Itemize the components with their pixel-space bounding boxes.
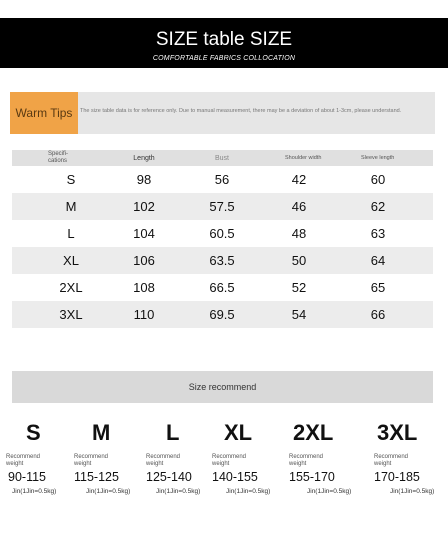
table-cell: 52 [291,280,307,295]
table-cell: 54 [291,307,307,322]
header-bust: Bust [214,154,229,162]
recommend-size: 2XL [293,420,334,445]
table-cell: S [66,172,76,187]
table-cell: 2XL [59,280,83,295]
table-cell: 56 [214,172,230,187]
recommend-label: Recommend weight [289,454,324,467]
table-row [12,166,433,193]
recommend-label: Recommend weight [146,454,181,467]
table-cell: 64 [370,253,386,268]
table-row [12,274,433,301]
table-cell: 42 [291,172,307,187]
table-cell: 110 [133,307,155,322]
table-cell: 62 [370,199,386,214]
recommend-range: 115-125 [74,470,119,484]
recommend-range: 125-140 [146,470,192,484]
recommend-size: XL [224,420,253,445]
warm-tips-row [10,92,435,134]
recommend-label: Recommend weight [74,454,109,467]
table-cell: 98 [136,172,152,187]
table-header-row [12,150,433,166]
header-length: Length [133,154,155,162]
recommend-label: Recommend weight [374,454,409,467]
warm-tips-badge: Warm Tips [10,92,78,134]
recommend-item-l [146,420,221,496]
header-sleeve-length: Sleeve length [361,155,395,161]
recommend-size: L [166,420,180,445]
recommend-range: 90-115 [8,470,46,484]
table-row [12,193,433,220]
page-subtitle: COMFORTABLE FABRICS COLLOCATION [152,55,296,62]
recommend-label: Recommend weight [6,454,41,467]
table-cell: 50 [291,253,307,268]
recommend-item-xl [212,420,287,496]
table-cell: 102 [133,199,155,214]
table-cell: L [67,226,75,241]
table-cell: 48 [291,226,307,241]
table-cell: 108 [133,280,155,295]
table-row [12,220,433,247]
recommend-unit: Jin(1Jin=0.5kg) [390,488,435,495]
recommend-label: Recommend weight [212,454,247,467]
table-cell: 63 [370,226,386,241]
recommend-unit: Jin(1Jin=0.5kg) [156,488,201,495]
recommend-unit: Jin(1Jin=0.5kg) [86,488,131,495]
recommend-size: 3XL [377,420,418,445]
table-cell: 65 [370,280,386,295]
recommend-item-3xl [374,420,448,496]
page-title: SIZE table SIZE [155,29,293,50]
table-row [12,247,433,274]
table-cell: 66.5 [209,280,235,295]
table-cell: 46 [291,199,307,214]
table-cell: 3XL [59,307,83,322]
recommend-item-m [74,420,149,496]
table-cell: 106 [133,253,155,268]
recommend-range: 140-155 [212,470,258,484]
table-cell: 60 [370,172,386,187]
table-row [12,301,433,328]
table-cell: XL [63,253,79,268]
recommend-range: 155-170 [289,470,335,484]
table-cell: 69.5 [209,307,235,322]
header-banner [0,18,448,68]
table-cell: 63.5 [209,253,235,268]
recommend-item-2xl [289,420,364,496]
table-cell: 57.5 [209,199,235,214]
table-cell: 104 [133,226,155,241]
table-cell: 60.5 [209,226,235,241]
recommend-range: 170-185 [374,470,420,484]
header-shoulder-width: Shoulder width [285,155,322,161]
recommend-item-s [6,420,81,496]
table-cell: M [65,199,77,214]
warm-tips-text: The size table data is for reference only. Due to manual measurement, there may be a deviation of about 1-3cm, please understand. [80,108,402,114]
size-recommend-bar: Size recommend [12,371,433,403]
size-table [12,150,433,328]
recommend-unit: Jin(1Jin=0.5kg) [12,488,57,495]
recommend-size: S [26,420,41,445]
header-specifications: Specifi- cations [48,151,69,164]
recommend-unit: Jin(1Jin=0.5kg) [307,488,352,495]
recommend-size: M [92,420,111,445]
table-cell: 66 [370,307,386,322]
recommend-unit: Jin(1Jin=0.5kg) [226,488,271,495]
